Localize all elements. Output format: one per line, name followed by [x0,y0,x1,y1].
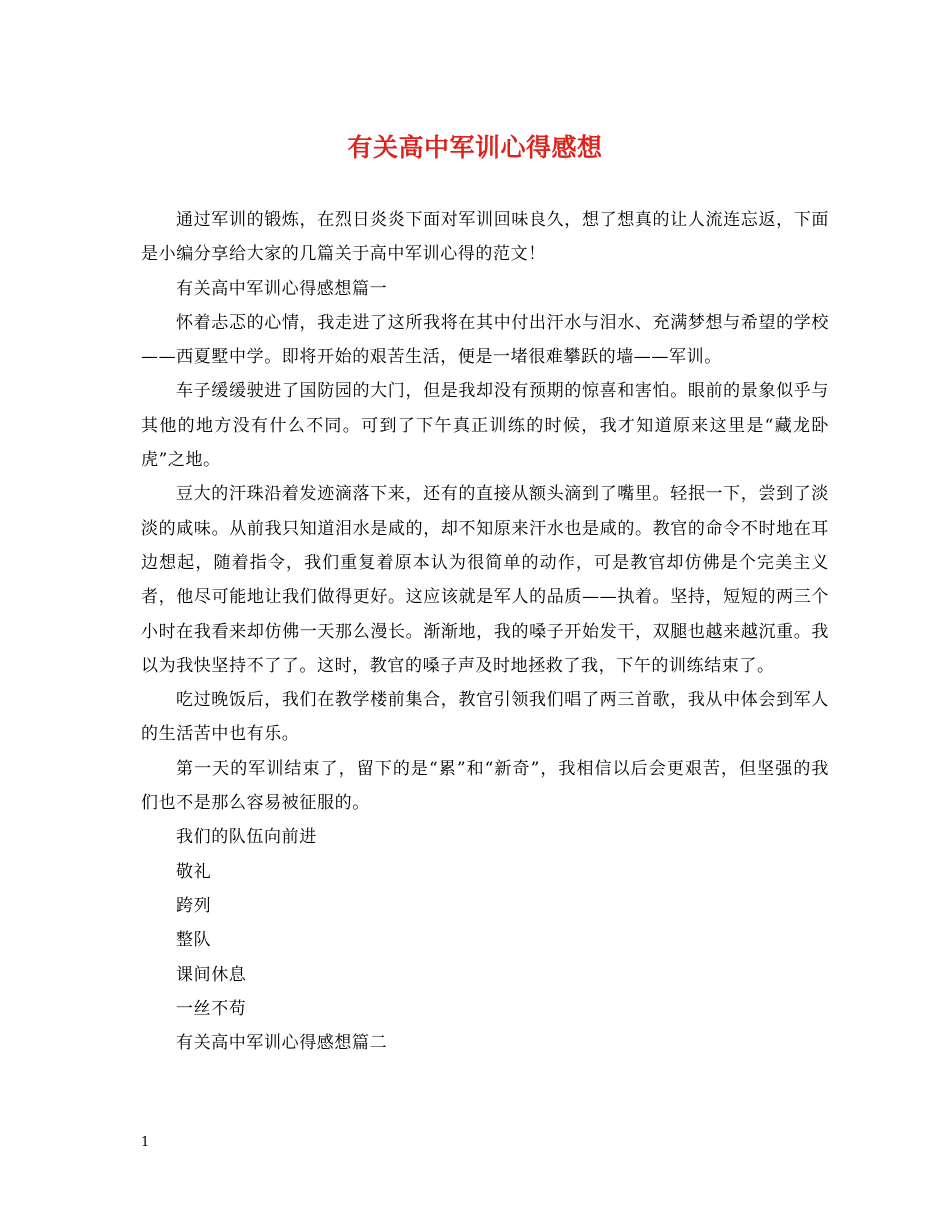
list-line: 跨列 [176,895,212,916]
list-line: 我们的队伍向前进 [176,827,317,848]
paragraph: 怀着忐忑的心情，我走进了这所我将在其中付出汗水与泪水、充满梦想与希望的学校——西夏墅中学。即将开始的艰苦生活，便是一堵很难攀跃的墙——军训。 [141,312,829,368]
section-heading-2: 有关高中军训心得感想篇二 [176,1033,388,1054]
list-line: 敬礼 [176,861,212,882]
document-body [141,203,829,1060]
document-title: 有关高中军训心得感想 [347,133,603,162]
list-line: 一丝不苟 [176,998,247,1019]
paragraph: 第一天的军训结束了，留下的是“累”和“新奇”，我相信以后会更艰苦，但坚强的我们也不是那么容易被征服的。 [141,758,829,814]
list-line: 整队 [176,930,212,951]
list-line: 课间休息 [176,964,247,985]
page-number: 1 [141,1135,150,1150]
paragraph: 车子缓缓驶进了国防园的大门，但是我却没有预期的惊喜和害怕。眼前的景象似乎与其他的地方没有什么不同。可到了下午真正训练的时候，我才知道原来这里是“藏龙卧虎”之地。 [141,381,829,471]
section-heading-1: 有关高中军训心得感想篇一 [176,278,388,299]
paragraph: 豆大的汗珠沿着发迹滴落下来，还有的直接从额头滴到了嘴里。轻抿一下，尝到了淡淡的咸味。从前我只知道泪水是咸的，却不知原来汗水也是咸的。教官的命令不时地在耳边想起，随着指令，我们重复着原本认为很简单的动作，可是教官却仿佛是个完美主义者，他尽可能地让我们做得更好。这应该就是军人的品质——执着。坚持，短短的两三个小时在我看来却仿佛一天那么漫长。渐渐地，我的嗓子开始发干，双腿也越来越沉重。我以为我快坚持不了了。这时，教官的嗓子声及时地拯救了我，下午的训练结束了。 [141,484,829,676]
paragraph-intro: 通过军训的锻炼，在烈日炎炎下面对军训回味良久，想了想真的让人流连忘返，下面是小编分享给大家的几篇关于高中军训心得的范文！ [141,210,829,265]
paragraph: 吃过晚饭后，我们在教学楼前集合，教官引领我们唱了两三首歌，我从中体会到军人的生活苦中也有乐。 [141,690,829,745]
